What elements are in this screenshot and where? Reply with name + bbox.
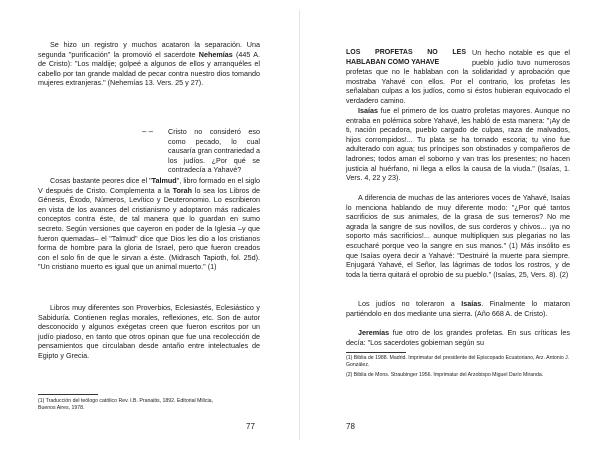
isaias-text: fue el primero de los cuatro profetas mayores. Aunque no entraba en polémica sobre Yahavé, les habló de esta manera: "¡Ay de ti, nación pecadora, pueblo cargado de culpas, raza de malvados, hijos corrompidos!... Tu plata se ha tornado escoria; tu vino fue adulterado con agua; tus príncipes son obstinados y compañeros de ladrones; todos aman el soborno y van tras los presentes; no hacen justicia al huérfano, ni llega a ellos la causa de la viuda." (Isaías, 1. Vers. 4, 22 y 23). xyxy=(346,106,570,183)
intro-paragraph: Un hecho notable es que el pueblo judío tuvo numerosos profetas que no le hablaban con la solidaridad y aprobación que mostraba Yahavé con ellos. Por el contrario, los profetas les señalaban culpas a los judíos, como si éstos hubieran equivocado el verdadero camino. xyxy=(346,48,570,105)
isaias-name: Isaías xyxy=(358,106,378,115)
paragraph-diferencia: A diferencia de muchas de las anteriores voces de Yahavé, Isaías lo menciona hablando de muy diferente modo: "¿Por qué tantos sacrificios de sus animales, de la grasa de sus terneros? No me agrada la sangre de sus novillos, de sus corderos y chivos... ¡ya no soporto más sacrificios!... aunque multipliquen sus plegarias no las escucharé porque veo la sangre en sus manos." (1) Más insólito es que Isaías oyera decir a Yahavé: "Destruiré la muerte para siempre. Enjugará Yahavé, el Señor, las lágrimas de todos los rostros, y de toda la tierra quitará el oprobio de su pueblo." (Isaías, 25, Vers. 8). (2) xyxy=(346,193,570,279)
footnote-rule xyxy=(346,352,406,353)
talmud-word: Talmud xyxy=(151,176,177,185)
paragraph-isaias xyxy=(346,106,570,183)
torah-word: Torah xyxy=(172,185,193,195)
page-number: 78 xyxy=(346,422,355,431)
paragraph-no-toleraron xyxy=(346,299,570,318)
section-intro xyxy=(346,48,570,106)
footnote: (1) Traducción del teólogo católico Rev. I.B. Pranaitis, 1892. Editorial Milicia, Buenos Aires, 1978. xyxy=(38,398,213,411)
section-heading: LOS PROFETAS NO LES HABLABAN COMO YAHAVE xyxy=(346,49,466,66)
paragraph-text: Se hizo un registro y muchos acataron la separación. Una segunda "purificación" la promovió el sacerdote xyxy=(38,40,260,59)
footnote-rule xyxy=(38,394,98,395)
toleraron-text: Los judíos no toleraron a xyxy=(358,299,462,308)
toleraron-text-cont: . Finalmente lo mataron partiéndolo en dos mediante una sierra. (Año 668 A. de Cristo). xyxy=(346,299,570,318)
nehemias-name: Nehemías xyxy=(198,49,233,59)
talmud-intro: Cosas bastante peores dice el " xyxy=(50,176,152,185)
isaias-bold: Isaías xyxy=(461,299,482,308)
talmud-text: ", libro formado en el siglo V después de Cristo. Complementa a la xyxy=(38,176,260,195)
jeremias-name: Jeremías xyxy=(358,328,390,337)
paragraph-talmud xyxy=(38,176,260,272)
em-dashes: – – xyxy=(142,127,154,136)
page-number: 77 xyxy=(246,422,255,431)
paragraph-text-cont: (445 A. de Cristo): "Los maldije; golpeé a algunos de ellos y arranquéles el cabello por tan grande maldad de pecar contra nuestro dios tomando mujeres extranjeras." (Nehemías 13. Vers. 25 y 27). xyxy=(38,49,260,88)
right-page xyxy=(300,0,600,449)
paragraph-nehemias xyxy=(38,40,260,88)
paragraph-libros: Libros muy diferentes son Proverbios, Eclesiastés, Eclesiástico y Sabiduría. Contienen reglas morales, reflexiones, etc. Son de autor desconocido y algunos exégetas creen que fueron escritos por un judío piadoso, en tanto que otros opinan que fue una recolección de pensamientos que circulaban desde antaño entre intelectuales de Egipto y Grecia. xyxy=(38,303,260,360)
talmud-text-cont: lo sea los Libros de Génesis, Éxodo, Números, Levítico y Deuteronomio. Lo escribieron en vista de los avances del cristianismo y adoptaron más radicales conceptos contra éste, de tal manera que lo guardan en sumo secreto. Según versiones que cayeron en poder de la Iglesia –y que fueron quemadas– el "Talmud" dice que Dios les dio a los cristianos forma de hombre para la gloria de Israel, pero que fueron creados con el solo fin de que le sirvan a éste. (Midrasch Tapioth, fol. 25d). "Un cristiano muerto es igual que un animal muerto." (1) xyxy=(38,185,260,272)
jeremias-text: fue otro de los grandes profetas. En sus críticas les decía: "Los sacerdotes gobiernan según su xyxy=(346,328,570,347)
footnote-1: (1) Biblia de 1988. Madrid. Imprimatur del presidente del Episcopado Ecuatoriano, Arz. Antonio J. González. xyxy=(346,355,570,368)
paragraph-cristo: Cristo no consideró eso como pecado, lo cual causaría gran contrariedad a los judíos. ¿Por qué se contradecía a Yahavé? xyxy=(168,127,260,175)
footnote-2: (2) Biblia de Mons. Straubinger 1956. Imprimatur del Arzobispo Miguel Darío Miranda. xyxy=(346,372,544,378)
paragraph-jeremias xyxy=(346,328,570,347)
